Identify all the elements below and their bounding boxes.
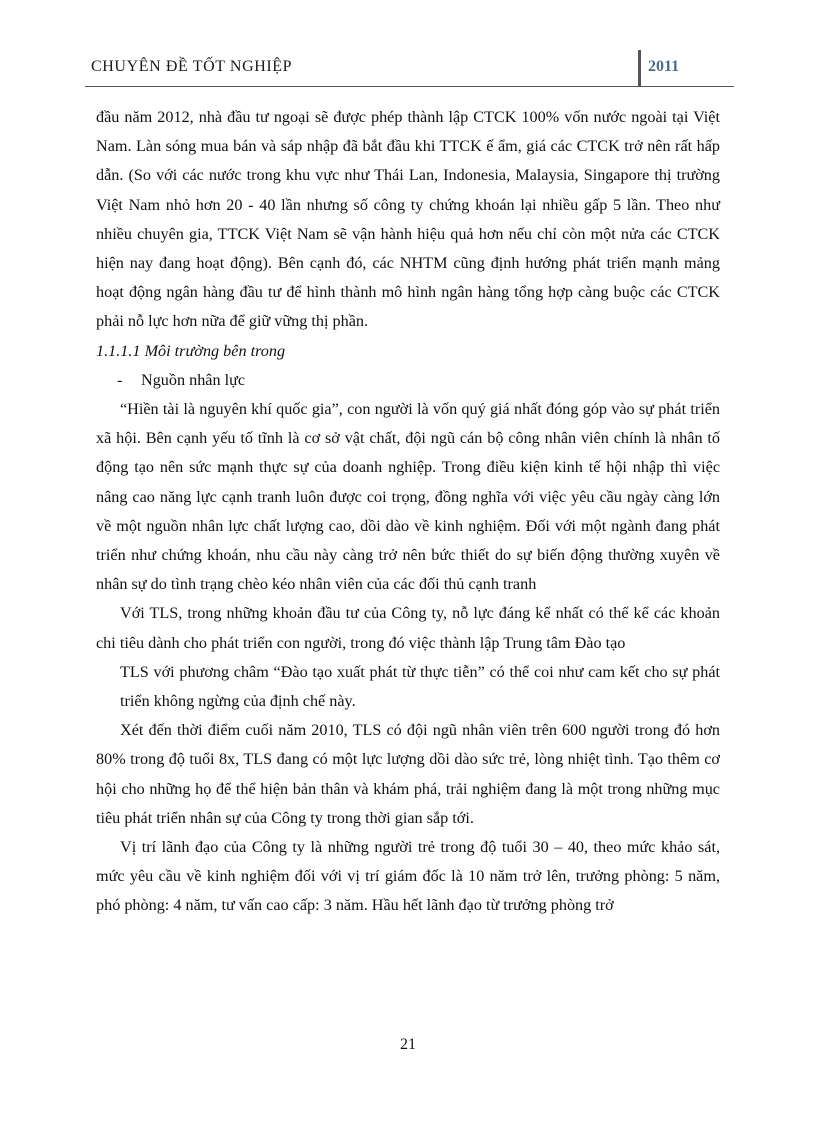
- page-number: 21: [400, 1036, 416, 1053]
- paragraph-3a: Với TLS, trong những khoản đầu tư của Công ty, nỗ lực đáng kể nhất có thể kể các khoản chi tiêu dành cho phát triển con người, trong đó việc thành lập Trung tâm Đào tạo: [96, 604, 720, 652]
- paragraph-1: đầu năm 2012, nhà đầu tư ngoại sẽ được phép thành lập CTCK 100% vốn nước ngoài tại Việt Nam. Làn sóng mua bán và sáp nhập đã bắt đầu khi TTCK ế ẩm, giá các CTCK trở nên rất hấp dẫn. (So với các nước trong khu vực như Thái Lan, Indonesia, Malaysia, Singapore thị trường Việt Nam nhỏ hơn 20 - 40 lần nhưng số công ty chứng khoán lại nhiều gấp 5 lần. Theo như nhiều chuyên gia, TTCK Việt Nam sẽ vận hành hiệu quả hơn nếu chỉ còn một nửa các CTCK hiện nay đang hoạt động). Bên cạnh đó, các NHTM cũng định hướng phát triển mạnh mảng hoạt động ngân hàng đầu tư để hình thành mô hình ngân hàng tổng hợp càng buộc các CTCK phải nỗ lực hơn nữa để giữ vững thị phần.: [96, 108, 720, 331]
- document-body: [96, 103, 720, 921]
- paragraph-2: “Hiền tài là nguyên khí quốc gia”, con người là vốn quý giá nhất đóng góp vào sự phát triển xã hội. Bên cạnh yếu tố tĩnh là cơ sở vật chất, đội ngũ cán bộ công nhân viên chính là nhân tố động tạo nên sức mạnh thực sự của doanh nghiệp. Trong điều kiện kinh tế hội nhập thì việc nâng cao năng lực cạnh tranh luôn được coi trọng, đồng nghĩa với việc yêu cầu ngày càng lớn về một nguồn nhân lực chất lượng cao, dồi dào về kinh nghiệm. Đối với một ngành đang phát triển như chứng khoán, nhu cầu này càng trở nên bức thiết do sự biến động thường xuyên về nhân sự do tình trạng chèo kéo nhân viên của các đối thủ cạnh tranh: [96, 400, 720, 594]
- header-divider: [638, 50, 641, 86]
- header-title: CHUYÊN ĐỀ TỐT NGHIỆP: [91, 58, 293, 75]
- bullet-item: [96, 366, 720, 395]
- paragraph-4: Xét đến thời điểm cuối năm 2010, TLS có đội ngũ nhân viên trên 600 người trong đó hơn 80% trong độ tuổi 8x, TLS đang có một lực lượng dồi dào sức trẻ, lòng nhiệt tình. Tạo thêm cơ hội cho những họ để thể hiện bản thân và khám phá, trải nghiệm đang là một trong những mục tiêu phát triển nhân sự của Công ty trong thời gian sắp tới.: [96, 721, 720, 827]
- bullet-dash: -: [117, 370, 123, 389]
- header-year: 2011: [648, 58, 680, 75]
- header-rule: [85, 86, 734, 87]
- paragraph-5: Vị trí lãnh đạo của Công ty là những người trẻ trong độ tuổi 30 – 40, theo mức khảo sát, mức yêu cầu về kinh nghiệm đối với vị trí giám đốc là 10 năm trở lên, trưởng phòng: 5 năm, phó phòng: 4 năm, tư vấn cao cấp: 3 năm. Hầu hết lãnh đạo từ trưởng phòng trở: [96, 838, 720, 915]
- bullet-text: Nguồn nhân lực: [141, 370, 246, 389]
- section-heading: 1.1.1.1 Môi trường bên trong: [96, 341, 286, 360]
- paragraph-3b: TLS với phương châm “Đào tạo xuất phát từ thực tiễn” có thể coi như cam kết cho sự phát triển không ngừng của định chế này.: [120, 662, 720, 711]
- page-header: [85, 50, 734, 86]
